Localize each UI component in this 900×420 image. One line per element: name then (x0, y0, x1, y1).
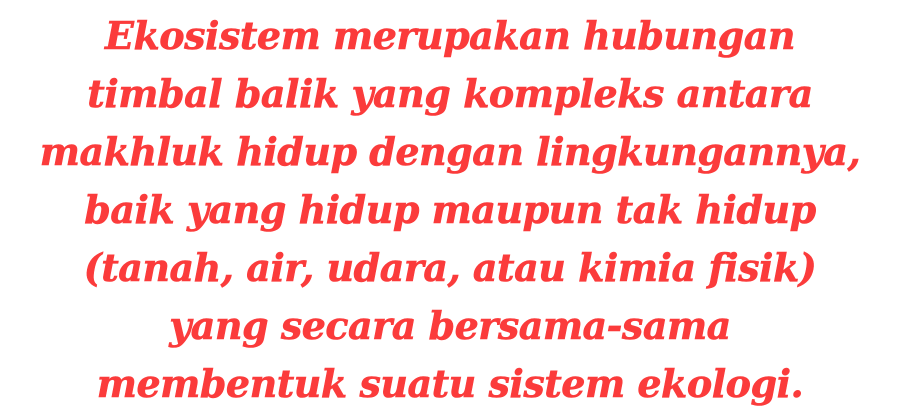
text-line: baik yang hidup maupun tak hidup (84, 187, 816, 232)
text-line: membentuk suatu sistem ekologi. (96, 361, 804, 406)
text-line: makhluk hidup dengan lingkungannya, (39, 129, 861, 174)
text-line: yang secara bersama-sama (169, 303, 731, 348)
text-line: (tanah, air, udara, atau kimia fisik) (83, 245, 817, 290)
text-line: timbal balik yang kompleks antara (87, 71, 813, 116)
text-line: Ekosistem merupakan hubungan (105, 13, 795, 58)
ecosystem-definition-text (10, 7, 890, 413)
